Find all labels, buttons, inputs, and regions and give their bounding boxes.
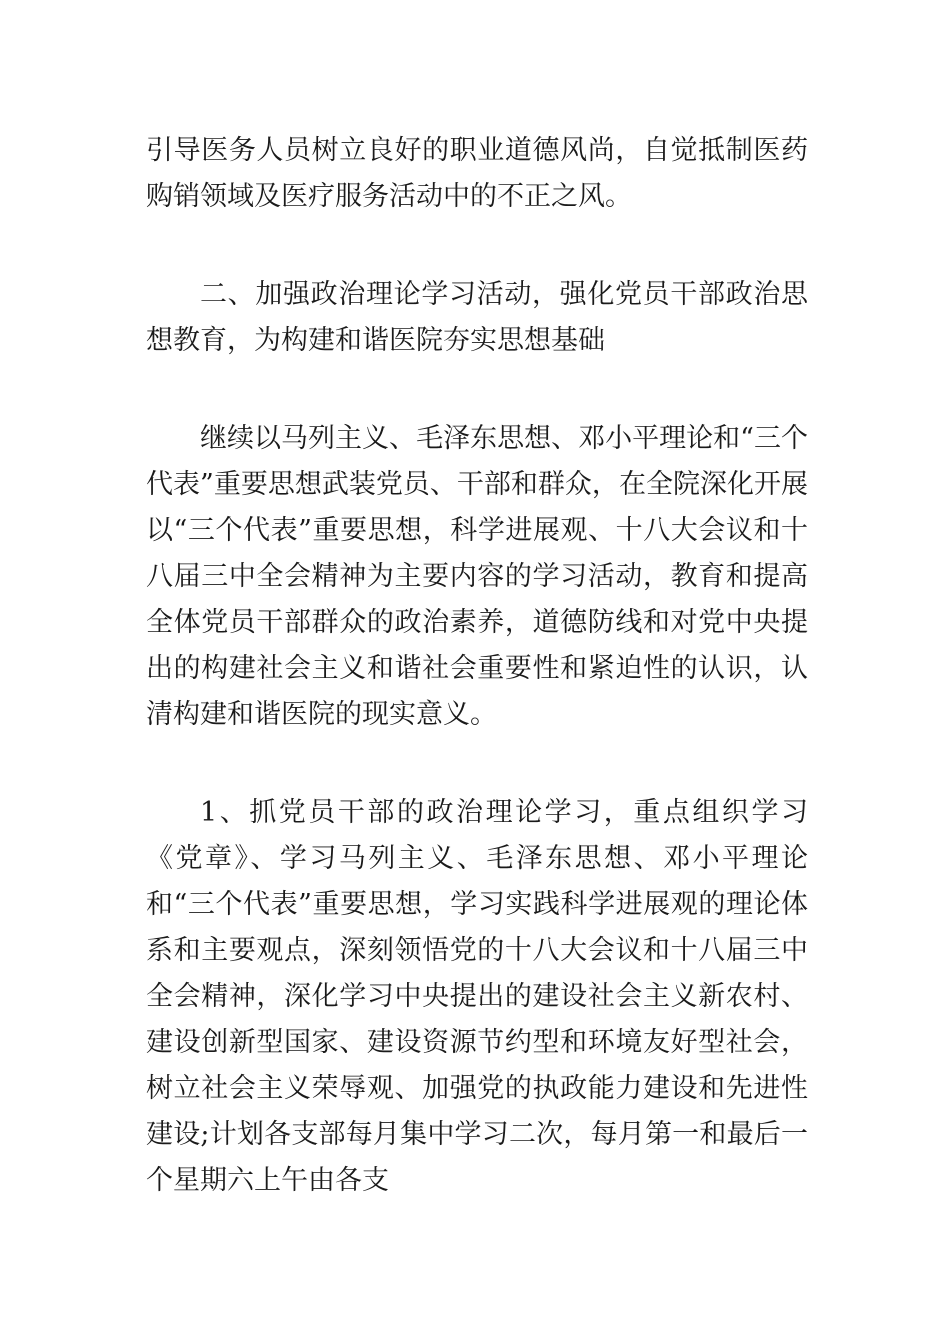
document-body [146,128,808,1204]
paragraph-continuation: 引导医务人员树立良好的职业道德风尚，自觉抵制医药购销领域及医疗服务活动中的不正之风。 [146,135,808,212]
paragraph-body: 继续以马列主义、毛泽东思想、邓小平理论和“三个代表”重要思想武装党员、干部和群众，在全院深化开展以“三个代表”重要思想，科学进展观、十八大会议和十八届三中全会精神为主要内容的学习活动，教育和提高全体党员干部群众的政治素养，道德防线和对党中央提出的构建社会主义和谐社会重要性和紧迫性的认识，认清构建和谐医院的现实意义。 [146,423,808,730]
section-heading: 二、加强政治理论学习活动，强化党员干部政治思想教育，为构建和谐医院夯实思想基础 [146,279,808,356]
paragraph-numbered-item: 1、抓党员干部的政治理论学习，重点组织学习《党章》、学习马列主义、毛泽东思想、邓小平理论和“三个代表”重要思想，学习实践科学进展观的理论体系和主要观点，深刻领悟党的十八大会议和十八届三中全会精神，深化学习中央提出的建设社会主义新农村、建设创新型国家、建设资源节约型和环境友好型社会，树立社会主义荣辱观、加强党的执政能力建设和先进性建设;计划各支部每月集中学习二次，每月第一和最后一个星期六上午由各支 [146,797,808,1196]
